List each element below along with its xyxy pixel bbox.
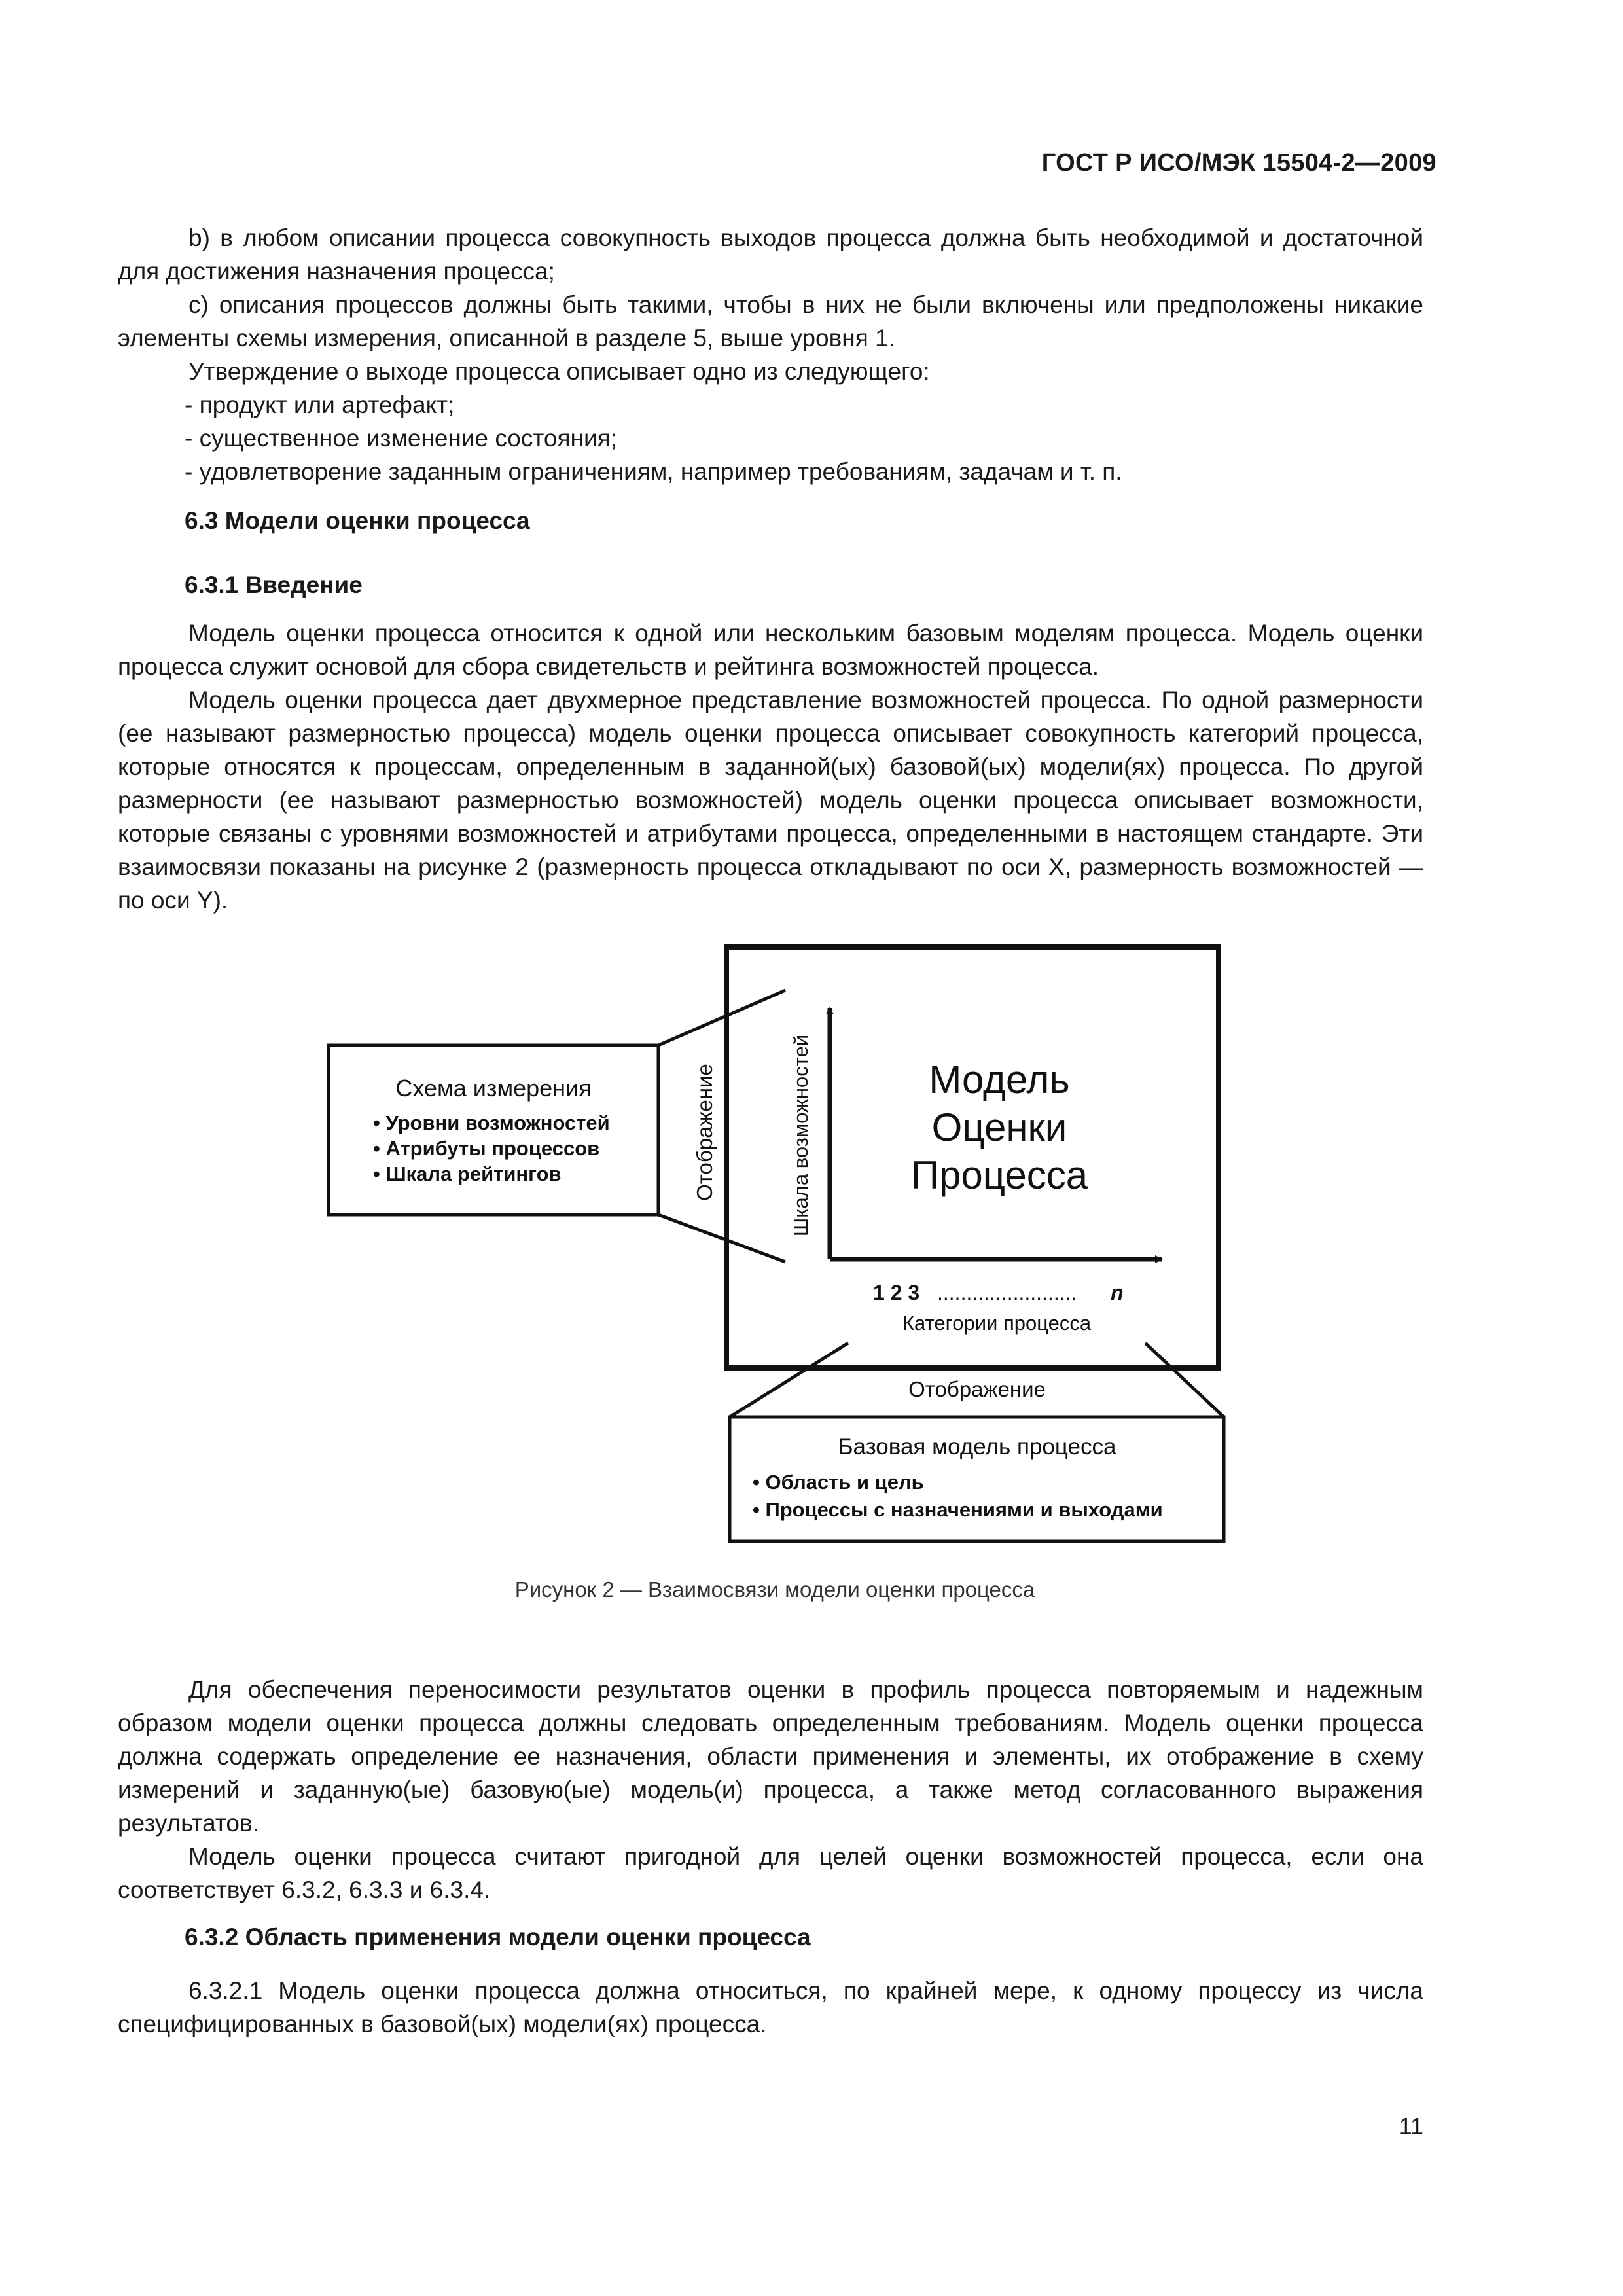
axis-n: n xyxy=(1111,1281,1124,1304)
after-figure-section xyxy=(118,1673,1423,1907)
model-title-line-2: Оценки xyxy=(931,1105,1067,1149)
section-heading-6-3-2: 6.3.2 Область применения модели оценки процесса xyxy=(185,1924,811,1950)
output-item: - продукт или артефакт; xyxy=(185,391,455,418)
bottom-mapping-label: Отображение xyxy=(908,1377,1046,1401)
output-item: - существенное изменение состояния; xyxy=(185,425,617,452)
axis-dots: ........................ xyxy=(937,1281,1077,1304)
paragraph: Модель оценки процесса дает двухмерное представление возможностей процесса. По одной размерности (ее называют размерностью процесса) модель оценки процесса описывает совокупность категорий процесса, которые относятся к процессам, определенным в заданной(ых) базовой(ых) модели(ях) процесса. По другой размерности (ее называют размерностью возможностей) модель оценки процесса описывает возможности, которые связаны с уровнями возможностей и атрибутами процесса, определенными в настоящем стандарте. Эти взаимосвязи показаны на рисунке 2 (размерность процесса откладывают по оси X, размерность возможностей — по оси Y). xyxy=(118,687,1423,914)
reference-item: • Процессы с назначениями и выходами xyxy=(753,1498,1163,1521)
paragraph: 6.3.2.1 Модель оценки процесса должна относиться, по крайней мере, к одному процессу из числа специфицированных в базовой(ых) модели(ях) процесса. xyxy=(118,1977,1423,2037)
figure-caption: Рисунок 2 — Взаимосвязи модели оценки процесса xyxy=(514,1577,1035,1602)
model-title-line-1: Модель xyxy=(929,1058,1070,1102)
clause-6-3-2-1 xyxy=(118,1974,1423,2041)
measurement-item: • Атрибуты процессов xyxy=(373,1137,600,1160)
list-item-c: c) описания процессов должны быть такими, чтобы в них не были включены или предположены никакие элементы схемы измерения, описанной в разделе 5, выше уровня 1. xyxy=(118,291,1423,351)
output-intro: Утверждение о выходе процесса описывает одно из следующего: xyxy=(188,358,930,385)
left-mapping-label: Отображение xyxy=(692,1064,717,1201)
output-item: - удовлетворение заданным ограничениям, например требованиям, задачам и т. п. xyxy=(185,458,1122,485)
section-heading-6-3-1: 6.3.1 Введение xyxy=(185,571,363,598)
page-number: 11 xyxy=(1399,2113,1423,2140)
measurement-item: • Уровни возможностей xyxy=(373,1111,610,1134)
model-title-line-3: Процесса xyxy=(910,1153,1088,1197)
paragraph: Модель оценки процесса относится к одной или нескольким базовым моделям процесса. Модель оценки процесса служит основой для сбора свидетельств и рейтинга возможностей процесса. xyxy=(118,620,1423,680)
paragraph: Модель оценки процесса считают пригодной для целей оценки возможностей процесса, если она соответствует 6.3.2, 6.3.3 и 6.3.4. xyxy=(118,1843,1423,1903)
section-heading-6-3: 6.3 Модели оценки процесса xyxy=(185,507,530,534)
axis-numbers: 1 2 3 xyxy=(873,1281,920,1304)
capability-scale-label: Шкала возможностей xyxy=(789,1034,812,1237)
left-mapping-connector xyxy=(658,990,785,1262)
reference-model-title: Базовая модель процесса xyxy=(838,1434,1116,1460)
measurement-framework-title: Схема измерения xyxy=(395,1075,592,1102)
paragraph: Для обеспечения переносимости результатов оценки в профиль процесса повторяемым и надежным образом модели оценки процесса должны следовать определенным требованиям. Модель оценки процесса должна содержать определение ее назначения, области применения и элементы, их отображение в схему измерений и заданную(ые) базовую(ые) модель(и) процесса, а также метод согласованного выражения результатов. xyxy=(118,1676,1423,1837)
reference-item: • Область и цель xyxy=(753,1471,924,1494)
list-item-b: b) в любом описании процесса совокупность выходов процесса должна быть необходимой и достаточной для достижения назначения процесса; xyxy=(118,224,1423,285)
document-header: ГОСТ Р ИСО/МЭК 15504-2—2009 xyxy=(1041,149,1436,177)
process-categories-label: Категории процесса xyxy=(902,1312,1092,1335)
measurement-item: • Шкала рейтингов xyxy=(373,1162,562,1185)
